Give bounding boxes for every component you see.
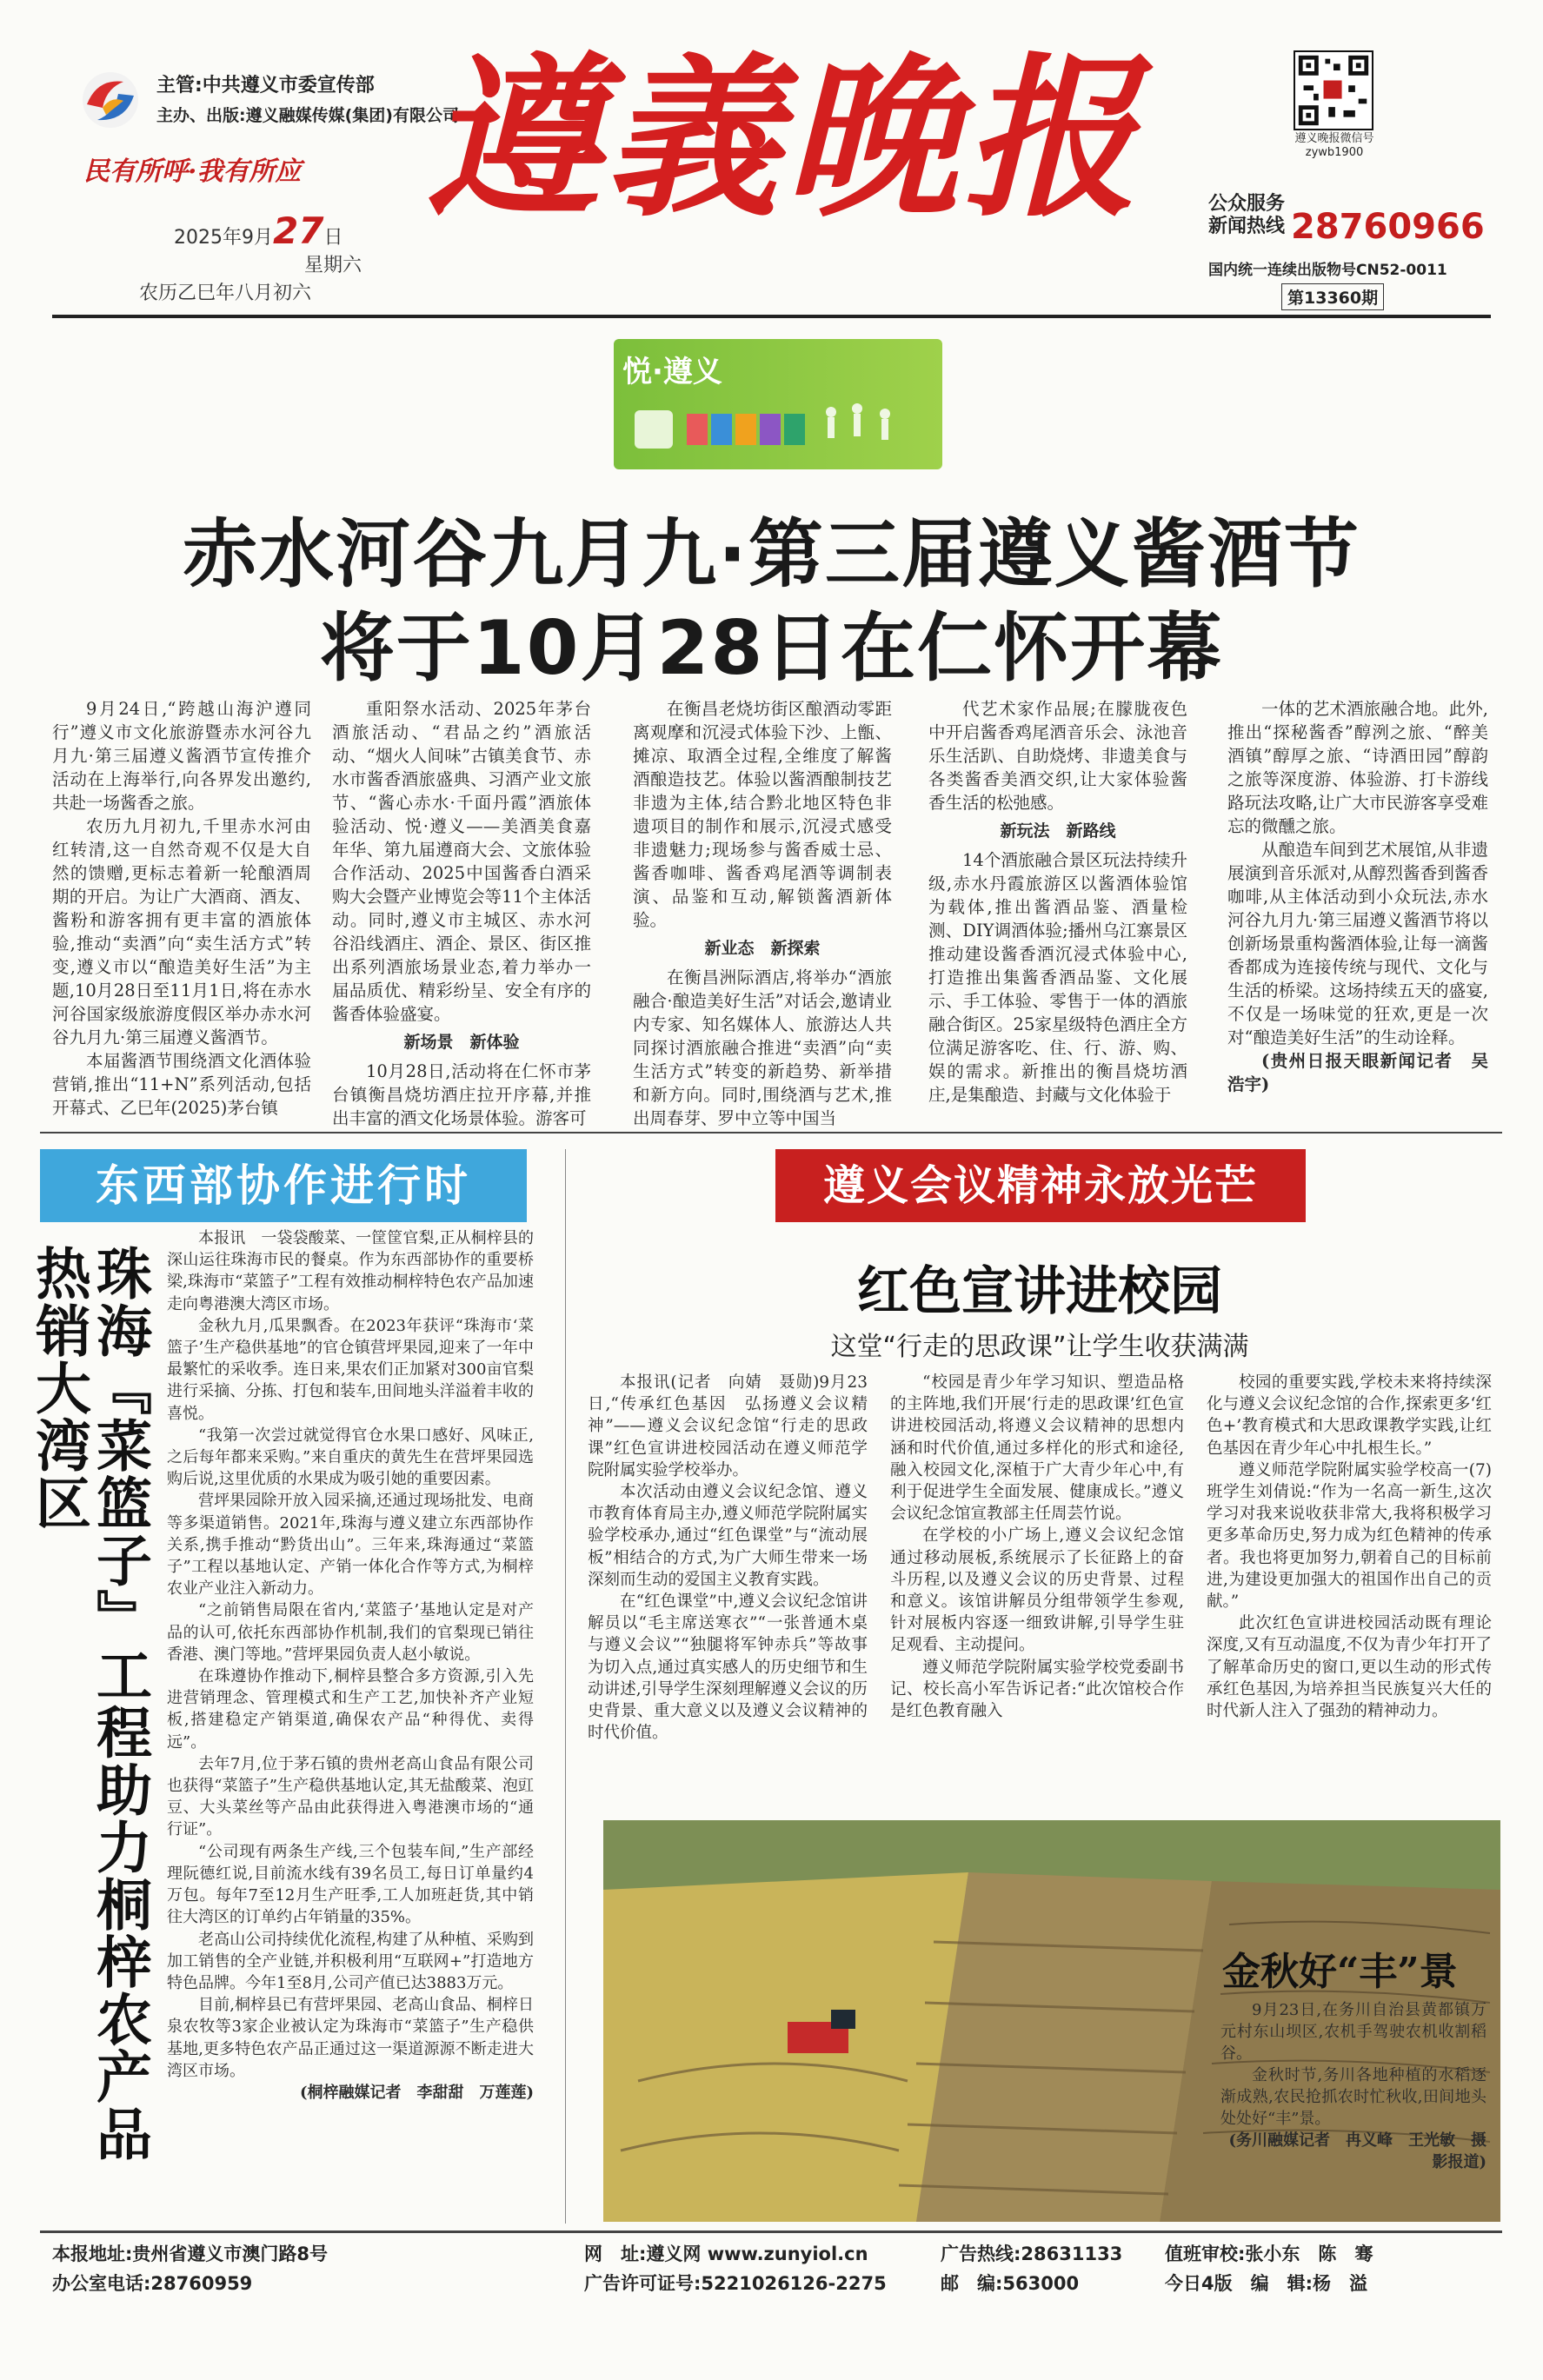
right-paragraph: 在“红色课堂”中,遵义会议纪念馆讲解员以“毛主席送寒衣”“一张普通木桌与遵义会议”“独腿将军钟赤兵”等故事为切入点,通过真实感人的历史细节和生动讲述,引导学生深刻理解遵义会议的历史背景、重大意义以及遵义会议精神的时代价值。	[588, 1592, 868, 1743]
lead-column-1	[52, 697, 311, 1120]
footer-duty-editor: 值班审校:张小东 陈 骞	[1165, 2244, 1373, 2264]
date-day: 27	[273, 209, 324, 252]
right-column-1	[588, 1372, 868, 1744]
lead-subhead: 新玩法 新路线	[1000, 821, 1116, 841]
left-paragraph: 在珠遵协作推动下,桐梓县整合多方资源,引入先进营销理念、管理模式和生产工艺,加快补齐产业短板,搭建稳定产销渠道,确保农产品“种得优、卖得远”。	[167, 1667, 534, 1752]
footer-postcode: 邮 编:563000	[941, 2273, 1080, 2294]
lead-column-2	[332, 697, 591, 1130]
right-paragraph: 校园的重要实践,学校未来将持续深化与遵义会议纪念馆的合作,探索更多‘红色+’教育模式和大思政课教学实践,让红色基因在青少年心中扎根生长。”	[1207, 1373, 1492, 1458]
left-paragraph: 目前,桐梓县已有营坪果园、老高山食品、桐梓日泉农牧等3家企业被认定为珠海市“菜篮子”生产稳供基地,更多特色农产品正通过这一渠道源源不断走进大湾区市场。	[167, 1996, 534, 2080]
column-divider	[565, 1149, 566, 2224]
qr-caption-line-1: 遵义晚报微信号	[1294, 132, 1374, 145]
right-paragraph: 遵义师范学院附属实验学校高一(7)班学生刘倩说:“作为一名高一新生,这次学习对我来说收获非常大,我将积极学习更多革命历史,努力成为红色精神的传承者。我也将更加努力,朝着自己的目标前进,为建设更加强大的祖国作出自己的贡献。”	[1207, 1460, 1492, 1612]
hotline-label-1: 公众服务	[1208, 193, 1286, 215]
lead-headline-line-2: 将于10月28日在仁怀开幕	[319, 605, 1224, 692]
lead-column-4	[928, 697, 1187, 1107]
right-story-headline: 红色宣讲进校园	[857, 1261, 1222, 1322]
section-tag-text: 东西部协作进行时	[96, 1160, 471, 1211]
lead-paragraph: 在衡昌洲际酒店,将举办“酒旅融合·酿造美好生活”对话会,邀请业内专家、知名媒体人、旅游达人共同探讨酒旅融合推进“卖酒”向“卖生活方式”转变的新趋势、新举措和新方向。同时,围绕酒与艺术,推出周春芽、罗中立等中国当	[633, 967, 892, 1128]
footer-website: 网 址:遵义网 www.zunyiol.cn	[584, 2244, 868, 2264]
left-story-headline: 珠海『菜篮子』工程助力桐梓农产品热销大湾区	[26, 1245, 152, 2163]
photo-title: 金秋好“丰”景	[1222, 1950, 1458, 1994]
footer-duty	[1165, 2239, 1373, 2298]
footer-address	[52, 2239, 328, 2298]
lead-paragraph: 9月24日,“跨越山海沪遵同行”遵义市文化旅游暨赤水河谷九月九·第三届遵义酱酒节宣传推介活动在上海举行,向各界发出邀约,共赴一场酱香之旅。	[52, 699, 311, 813]
footer-ad-license: 广告许可证号:5221026126-2275	[584, 2273, 887, 2294]
left-paragraph: 营坪果园除开放入园采摘,还通过现场批发、电商等多渠道销售。2021年,珠海与遵义建立东西部协作关系,携手推动“黔货出山”。三年来,珠海通过“菜篮子”工程以基地认定、产销一体化合作等方式,为桐梓农业产业注入新动力。	[167, 1492, 534, 1599]
cn-number: 国内统一连续出版物号CN52-0011	[1208, 262, 1447, 279]
lead-paragraph: 从酿造车间到艺术展馆,从非遗展演到音乐派对,从醇烈酱香到酱香咖啡,从主体活动到小众玩法,赤水河谷九月九·第三届遵义酱酒节将以创新场景重构酱酒体验,让每一滴酱香都成为连接传统与现代、文化与生活的桥梁。这场持续五天的盛宴,不仅是一场味觉的狂欢,更是一次对“酿造美好生活”的生动诠释。	[1227, 840, 1488, 1047]
right-paragraph: 在学校的小广场上,遵义会议纪念馆通过移动展板,系统展示了长征路上的奋斗历程,以及遵义会议的历史背景、过程和意义。该馆讲解员分组带领学生参观,针对展板内容逐一细致讲解,引导学生驻足观看、主动提问。	[890, 1526, 1184, 1655]
footer-web	[584, 2239, 887, 2298]
issue-number: 第13360期	[1281, 283, 1384, 310]
section-tag-text: 遵义会议精神永放光芒	[822, 1161, 1258, 1210]
date-block	[139, 209, 362, 308]
right-paragraph: “校园是青少年学习知识、塑造品格的主阵地,我们开展‘行走的思政课’红色宣讲进校园活动,将遵义会议精神的思想内涵和时代价值,通过多样化的形式和途径,融入校园文化,深植于广大青少年心中,有利于促进学生全面发展、健康成长。”遵义会议纪念馆宣教部主任周芸竹说。	[890, 1373, 1184, 1524]
hotline-label	[1208, 193, 1285, 238]
right-story-subhead: 这堂“行走的思政课”让学生收获满满	[830, 1332, 1249, 1362]
banner-figures-icon	[635, 398, 913, 459]
lead-paragraph: 本届酱酒节围绕酒文化酒体验营销,推出“11+N”系列活动,包括开幕式、乙巳年(2025)茅台镇	[52, 1051, 311, 1118]
photo-credit: (务川融媒记者 冉义峰 王光敏 摄影报道)	[1228, 2131, 1486, 2171]
footer-addr: 本报地址:贵州省遵义市澳门路8号	[52, 2244, 329, 2264]
qr-caption-line-2: zywb1900	[1305, 146, 1364, 159]
right-paragraph: 本报讯(记者 向婧 聂勋)9月23日,“传承红色基因 弘扬遵义会议精神”——遵义会议纪念馆“行走的思政课”红色宣讲进校园活动在遵义师范学院附属实验学校举办。	[588, 1373, 868, 1479]
left-paragraph: 本报讯 一袋袋酸菜、一筐筐官梨,正从桐梓县的深山运往珠海市民的餐桌。作为东西部协作的重要桥梁,珠海市“菜篮子”工程有效推动桐梓特色农产品加速走向粤港澳大湾区市场。	[167, 1229, 534, 1313]
hotline-label-2: 新闻热线	[1208, 216, 1286, 237]
date-suffix: 日	[323, 227, 343, 249]
lead-paragraph: 重阳祭水活动、2025年茅台酒旅活动、“君品之约”酒旅活动、“烟火人间味”古镇美食节、赤水市酱香酒旅盛典、习酒产业文旅节、“酱心赤水·千面丹霞”酒旅体验活动、悦·遵义——美酒美食嘉年华、第九届遵商大会、文旅体验合作活动、2025中国酱香白酒采购大会暨产业博览会等11个主体活动。同时,遵义市主城区、赤水河谷沿线酒庄、酒企、景区、街区推出系列酒旅场景业态,着力举办一届品质优、精彩纷呈、安全有序的酱香体验盛宴。	[332, 699, 591, 1024]
right-paragraph: 本次活动由遵义会议纪念馆、遵义市教育体育局主办,遵义师范学院附属实验学校承办,通过“红色课堂”与“流动展板”相结合的方式,为广大师生带来一场深刻而生动的爱国主义教育实践。	[588, 1483, 868, 1589]
lead-subhead: 新业态 新探索	[704, 939, 821, 958]
lead-paragraph: 代艺术家作品展;在朦胧夜色中开启酱香鸡尾酒音乐会、泳池音乐生活趴、自助烧烤、非遗美食与各类酱香美酒交织,让大家体验酱香生活的松弛感。	[928, 699, 1187, 813]
right-column-2	[890, 1372, 1184, 1722]
footer-pages: 今日4版 编 辑:杨 溢	[1165, 2273, 1368, 2294]
lead-paragraph: 农历九月初九,千里赤水河由红转清,这一自然奇观不仅是大自然的馈赠,更标志着新一轮酿酒周期的开启。为让广大酒商、酒友、酱粉和游客拥有更丰富的酒旅体验,推动“卖酒”向“卖生活方式”转变,遵义市以“酿造美好生活”为主题,10月28日至11月1日,将在赤水河谷国家级旅游度假区举办赤水河谷九月九·第三届遵义酱酒节。	[52, 816, 311, 1047]
paper-title: 遵義晚报	[426, 37, 1143, 241]
right-paragraph: 此次红色宣讲进校园活动既有理论深度,又有互动温度,不仅为青少年打开了了解革命历史的窗口,更以生动的形式传承红色基因,为培养担当民族复兴大任的时代新人注入了强劲的精神动力。	[1207, 1614, 1492, 1721]
left-paragraph: 金秋九月,瓜果飘香。在2023年获评“珠海市‘菜篮子’生产稳供基地”的官仓镇营坪果园,迎来了一年中最繁忙的采收季。连日来,果农们正加紧对300亩官梨进行采摘、分拣、打包和装车,田间地头洋溢着丰收的喜悦。	[167, 1316, 534, 1423]
section-tag-east-west	[40, 1149, 527, 1222]
left-story-body	[167, 1227, 534, 2104]
publisher-block	[156, 71, 459, 130]
photo-caption-paragraph: 金秋时节,务川各地种植的水稻逐渐成熟,农民抢抓农时忙秋收,田间地头处处好“丰”景。	[1220, 2066, 1486, 2128]
right-paragraph: 遵义师范学院附属实验学校党委副书记、校长高小军告诉记者:“此次馆校合作是红色教育融入	[890, 1658, 1184, 1721]
left-paragraph: “公司现有两条生产线,三个包装车间,”生产部经理阮德红说,目前流水线有39名员工,每日订单量约4万包。每年7至12月生产旺季,工人加班赶货,其中销往大湾区的订单约占年销量的35%。	[167, 1842, 534, 1927]
qr-code-icon	[1294, 50, 1373, 130]
footer-office: 办公室电话:28760959	[52, 2273, 253, 2294]
photo-caption	[1220, 1999, 1486, 2173]
photo-caption-paragraph: 9月23日,在务川自治县黄都镇万元村东山坝区,农机手驾驶农机收割稻谷。	[1220, 2001, 1486, 2063]
lead-paragraph: 在衡昌老烧坊街区酿酒动零距离观摩和沉浸式体验下沙、上甑、摊凉、取酒全过程,全维度了解酱酒酿造技艺。体验以酱酒酿制技艺非遗为主体,结合黔北地区特色非遗项目的制作和展示,沉浸式感受非遗魅力;现场参与酱香威士忌、酱香咖啡、酱香鸡尾酒等调制表演、品鉴和互动,解锁酱酒新体验。	[633, 699, 892, 930]
lunar-date: 农历乙巳年八月初六	[139, 283, 312, 304]
left-paragraph: “我第一次尝过就觉得官仓水果口感好、风味正,之后每年都来采购。”来自重庆的黄先生在营坪果园选购后说,这里优质的水果成为吸引她的重要因素。	[167, 1426, 534, 1489]
qr-caption	[1287, 132, 1382, 160]
lead-column-3	[633, 697, 892, 1130]
banner-title: 悦·遵义	[622, 355, 722, 389]
footer-ad-hotline: 广告热线:28631133	[941, 2244, 1123, 2264]
footer-ad	[941, 2239, 1122, 2298]
lead-subhead: 新场景 新体验	[403, 1033, 520, 1052]
lead-byline: (贵州日报天眼新闻记者 吴浩宇)	[1227, 1051, 1488, 1094]
right-column-3	[1207, 1372, 1492, 1722]
left-paragraph: 老高山公司持续优化流程,构建了从种植、采购到加工销售的全产业链,并积极利用“互联网+”打造地方特色品牌。今年1至8月,公司产值已达3883万元。	[167, 1930, 534, 1992]
left-paragraph: 去年7月,位于茅石镇的贵州老高山食品有限公司也获得“菜篮子”生产稳供基地认定,其无盐酸菜、泡豇豆、大头菜丝等产品由此获得进入粤港澳市场的“通行证”。	[167, 1754, 534, 1839]
left-paragraph: “之前销售局限在省内,‘菜篮子’基地认定是对产品的认可,依托东西部协作机制,我们的官梨现已销往香港、澳门等地。”营坪果园负责人赵小敏说。	[167, 1601, 534, 1664]
publisher-line-2: 主办、出版:遵义融媒传媒(集团)有限公司	[156, 106, 459, 125]
lead-paragraph: 10月28日,活动将在仁怀市茅台镇衡昌烧坊酒庄拉开序幕,并推出丰富的酒文化场景体验。游客可	[332, 1061, 591, 1128]
publisher-line-1: 主管:中共遵义市委宣传部	[156, 75, 375, 96]
lead-paragraph: 一体的艺术酒旅融合地。此外,推出“探秘酱香”醇洌之旅、“醉美酒镇”醇厚之旅、“诗酒田园”醇韵之旅等深度游、体验游、打卡游线路玩法攻略,让广大市民游客享受难忘的微醺之旅。	[1227, 699, 1488, 836]
lead-headline-line-1: 赤水河谷九月九·第三届遵义酱酒节	[183, 511, 1360, 598]
footer-divider	[40, 2230, 1502, 2233]
left-byline: (桐梓融媒记者 李甜甜 万莲莲)	[299, 2083, 534, 2102]
hotline-number: 28760966	[1291, 207, 1485, 247]
section-tag-zunyi-conference	[775, 1149, 1306, 1222]
slogan: 民有所呼·我有所应	[83, 156, 302, 187]
masthead-divider	[52, 315, 1491, 318]
publisher-logo-icon	[80, 70, 141, 130]
lead-column-5	[1227, 697, 1488, 1096]
date-prefix: 2025年9月	[174, 227, 273, 249]
section-divider	[40, 1132, 1502, 1133]
lead-paragraph: 14个酒旅融合景区玩法持续升级,赤水丹霞旅游区以酱酒体验馆为载体,推出酱酒品鉴、酒量检测、DIY调酒体验;播州乌江寨景区推动建设酱香酒沉浸式体验中心,打造推出集酱香酒品鉴、文化展示、手工体验、零售于一体的酒旅融合街区。25家星级特色酒庄全方位满足游客吃、住、行、游、购、娱的需求。新推出的衡昌烧坊酒庄,是集酿造、封藏与文化体验于	[928, 850, 1187, 1105]
weekday: 星期六	[304, 255, 362, 276]
